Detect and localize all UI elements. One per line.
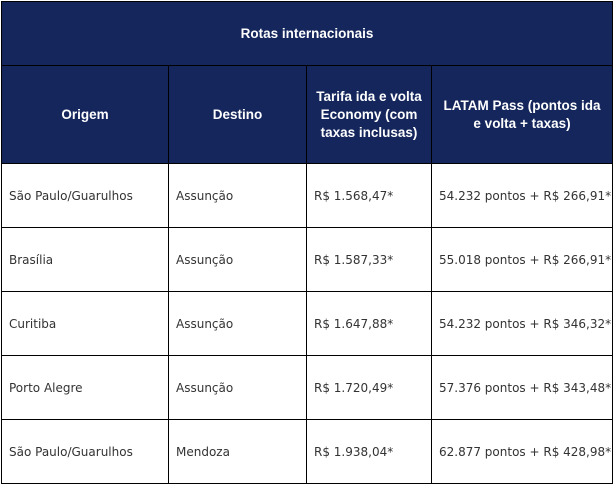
header-tarifa: Tarifa ida e volta Economy (com taxas inclusas) (307, 66, 432, 164)
cell-tarifa: R$ 1.568,47* (307, 164, 432, 228)
cell-tarifa: R$ 1.587,33* (307, 228, 432, 292)
cell-origem: Curitiba (2, 292, 169, 356)
table-row (2, 292, 613, 356)
table-row (2, 356, 613, 420)
cell-latam-pass: 54.232 pontos + R$ 266,91* (432, 164, 613, 228)
title-row (2, 2, 613, 66)
table-row (2, 228, 613, 292)
cell-latam-pass: 62.877 pontos + R$ 428,98* (432, 420, 613, 484)
cell-origem: Brasília (2, 228, 169, 292)
header-latam-pass: LATAM Pass (pontos ida e volta + taxas) (432, 66, 613, 164)
cell-latam-pass: 55.018 pontos + R$ 266,91* (432, 228, 613, 292)
cell-tarifa: R$ 1.720,49* (307, 356, 432, 420)
header-origem: Origem (2, 66, 169, 164)
table-row (2, 164, 613, 228)
cell-latam-pass: 57.376 pontos + R$ 343,48* (432, 356, 613, 420)
cell-destino: Mendoza (169, 420, 307, 484)
cell-tarifa: R$ 1.647,88* (307, 292, 432, 356)
cell-tarifa: R$ 1.938,04* (307, 420, 432, 484)
cell-origem: São Paulo/Guarulhos (2, 164, 169, 228)
cell-destino: Assunção (169, 356, 307, 420)
cell-latam-pass: 54.232 pontos + R$ 346,32* (432, 292, 613, 356)
cell-destino: Assunção (169, 164, 307, 228)
header-destino: Destino (169, 66, 307, 164)
cell-destino: Assunção (169, 292, 307, 356)
cell-origem: São Paulo/Guarulhos (2, 420, 169, 484)
cell-origem: Porto Alegre (2, 356, 169, 420)
table-row (2, 420, 613, 484)
table-title: Rotas internacionais (2, 2, 613, 66)
cell-destino: Assunção (169, 228, 307, 292)
header-row (2, 66, 613, 164)
routes-table (1, 1, 613, 484)
